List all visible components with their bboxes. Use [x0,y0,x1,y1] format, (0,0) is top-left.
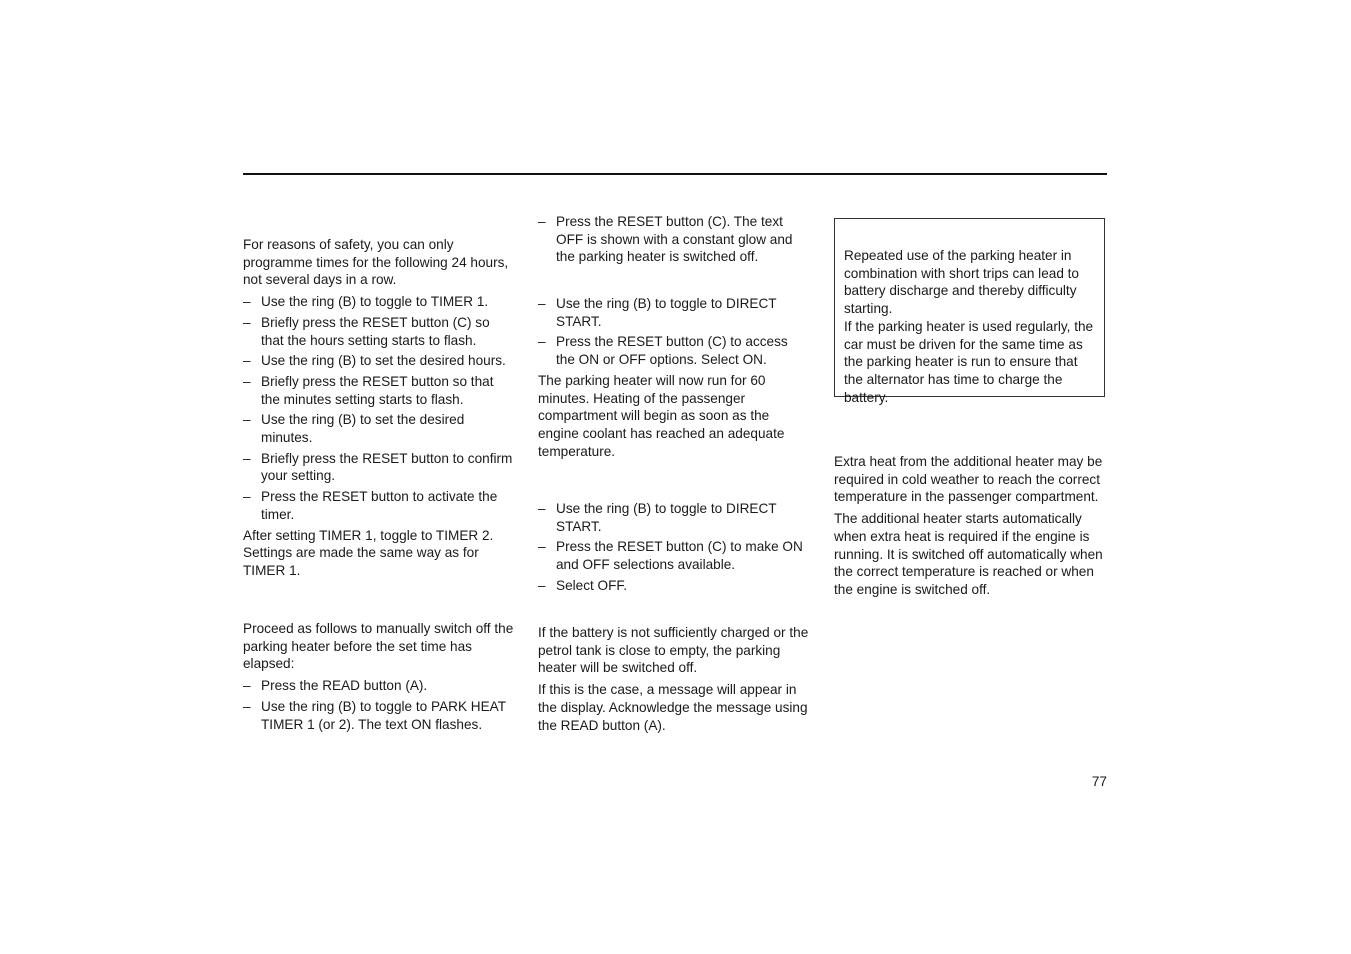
extra-heat-paragraph-2: The additional heater starts automatically when extra heat is required if the engine is running. It is switched off automatically when the correct temperature is reached or when the engine is switched off. [834,511,1103,597]
list-item: – Briefly press the RESET button to confirm your setting. [243,450,515,485]
list-item: – Use the ring (B) to toggle to PARK HEAT TIMER 1 (or 2). The text ON flashes. [243,698,515,733]
list-item: – Use the ring (B) to toggle to DIRECT START. [538,295,810,330]
list-item: – Briefly press the RESET button (C) so that the hours setting starts to flash. [243,314,515,349]
timer-intro-paragraph: For reasons of safety, you can only programme times for the following 24 hours, not several days in a row. [243,237,509,288]
note-content [844,247,1100,406]
direct-start-paragraph: The parking heater will now run for 60 minutes. Heating of the passenger compartment will begin as soon as the engine coolant has reached an adequate temperature. [538,372,785,459]
extra-heat-paragraph-1: Extra heat from the additional heater may be required in cold weather to reach the correct temperature in the passenger compartment. [834,454,1103,505]
list-item: – Use the ring (B) to set the desired hours. [243,352,515,370]
column-3-extra-heat [834,453,1106,599]
important-note-box [834,218,1105,405]
battery-paragraph-1: If the battery is not sufficiently charged or the petrol tank is close to empty, the parking heater will be switched off. [538,625,809,676]
battery-paragraph-2: If this is the case, a message will appear in the display. Acknowledge the message using the READ button (A). [538,682,808,733]
timer-steps-list [243,293,515,523]
column-2-battery [538,624,810,734]
page-number: 77 [1091,774,1107,789]
note-paragraph-2: If the parking heater is used regularly, the car must be driven for the same time as the parking heater is run to ensure that the alternator has time to charge the battery. [844,318,1094,405]
column-2-switch-off [538,500,810,595]
manual-off-paragraph: Proceed as follows to manually switch off the parking heater before the set time has elapsed: [243,621,514,672]
list-item: – Use the ring (B) to toggle to TIMER 1. [243,293,515,311]
manual-off-steps-list [243,677,515,733]
column-2-direct-start [538,295,810,460]
timer-2-paragraph: After setting TIMER 1, toggle to TIMER 2. Settings are made the same way as for TIMER 1. [243,527,494,578]
list-item: – Use the ring (B) to toggle to DIRECT START. [538,500,810,535]
list-item: – Press the RESET button (C) to access the ON or OFF options. Select ON. [538,333,810,368]
direct-start-steps-list [538,295,810,369]
list-item: – Press the READ button (A). [243,677,515,695]
header-rule [243,173,1107,175]
switch-off-steps-list [538,500,810,595]
list-item: – Select OFF. [538,577,810,595]
list-item: – Press the RESET button (C) to make ON and OFF selections available. [538,538,810,573]
list-item: – Briefly press the RESET button so that the minutes setting starts to flash. [243,373,515,408]
list-item: – Use the ring (B) to set the desired minutes. [243,411,515,446]
list-item: – Press the RESET button (C). The text OFF is shown with a constant glow and the parking heater is switched off. [538,213,810,266]
note-paragraph-1: Repeated use of the parking heater in combination with short trips can lead to battery discharge and thereby difficulty starting. [844,248,1079,317]
column-1 [243,236,515,580]
reset-steps-list [538,213,810,266]
column-1-lower [243,620,515,733]
column-2-top [538,213,810,266]
list-item: – Press the RESET button to activate the timer. [243,488,515,523]
